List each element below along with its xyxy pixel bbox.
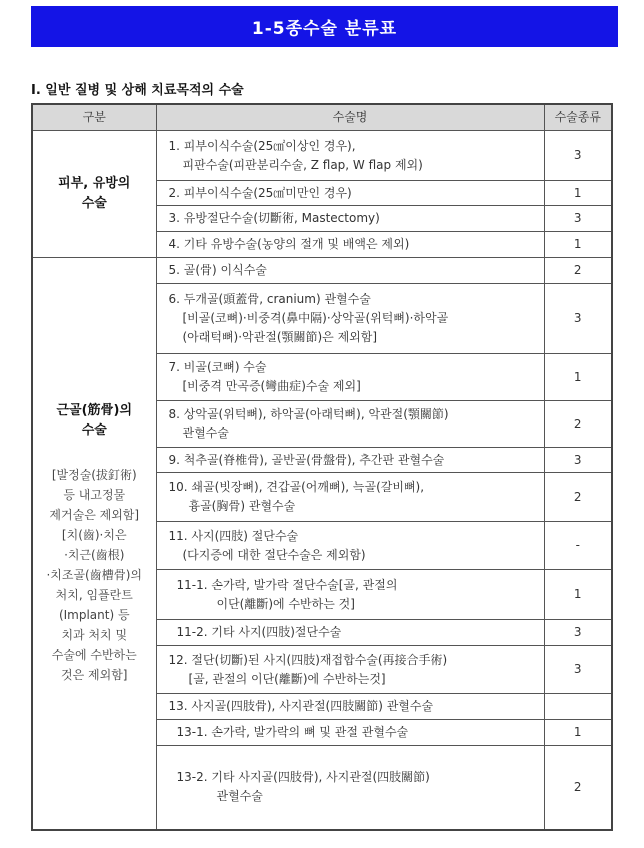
surgery-type: 1 (544, 232, 612, 258)
surgery-type: 1 (544, 720, 612, 746)
surgery-name: 11. 사지(四肢) 절단수술 (다지증에 대한 절단수술은 제외함) (156, 522, 544, 570)
surgery-type: 2 (544, 473, 612, 522)
surgery-name: 4. 기타 유방수술(농양의 절개 및 배액은 제외) (156, 232, 544, 258)
surgery-type: 1 (544, 354, 612, 401)
surgery-name: 3. 유방절단수술(切斷術, Mastectomy) (156, 206, 544, 232)
surgery-type: 3 (544, 448, 612, 473)
table-row (32, 131, 612, 181)
category-note: [발정술(拔釘術) 등 내고정물 제거술은 제외함] [치(齒)·치은 ·치근(齒根) ·치조골(齒槽骨)의 처치, 임플란트 (Implant) 등 치과 처치 및 수술에 수반하는 것은 제외함] (46, 468, 143, 683)
surgery-name: 13-2. 기타 사지골(四肢骨), 사지관절(四肢關節) 관혈수술 (156, 746, 544, 830)
header-surgery-type: 수술종류 (544, 104, 612, 131)
surgery-type: 3 (544, 131, 612, 181)
surgery-name: 5. 골(骨) 이식수술 (156, 258, 544, 284)
surgery-name: 7. 비골(코뼈) 수술 [비중격 만곡증(彎曲症)수술 제외] (156, 354, 544, 401)
header-category: 구분 (32, 104, 156, 131)
header-surgery-name: 수술명 (156, 104, 544, 131)
surgery-name: 12. 절단(切斷)된 사지(四肢)재접합수술(再接合手術) [골, 관절의 이단(離斷)에 수반하는것] (156, 646, 544, 694)
section-heading: Ⅰ. 일반 질병 및 상해 치료목적의 수술 (31, 83, 244, 98)
surgery-name: 11-1. 손가락, 발가락 절단수술[골, 관절의 이단(離斷)에 수반하는 것] (156, 570, 544, 620)
category-title: 피부, 유방의 수술 (58, 176, 131, 211)
header-row (32, 104, 612, 131)
surgery-name: 10. 쇄골(빗장뼈), 견갑골(어깨뼈), 늑골(갈비뼈), 흉골(胸骨) 관혈수술 (156, 473, 544, 522)
surgery-type: 2 (544, 258, 612, 284)
surgery-name: 6. 두개골(頭蓋骨, cranium) 관혈수술 [비골(코뼈)·비중격(鼻中隔)·상악골(위턱뼈)·하악골 (아래턱뼈)·악관절(顎關節)은 제외함] (156, 284, 544, 354)
surgery-name: 11-2. 기타 사지(四肢)절단수술 (156, 620, 544, 646)
surgery-name: 1. 피부이식수술(25㎠이상인 경우), 피판수술(피판분리수술, Z flap, W flap 제외) (156, 131, 544, 181)
category-cell (32, 258, 156, 830)
surgery-classification-table (31, 103, 613, 831)
surgery-name: 9. 척추골(脊椎骨), 골반골(骨盤骨), 추간판 관혈수술 (156, 448, 544, 473)
surgery-type: 3 (544, 206, 612, 232)
surgery-name: 2. 피부이식수술(25㎠미만인 경우) (156, 181, 544, 206)
surgery-type (544, 694, 612, 720)
surgery-type: 3 (544, 620, 612, 646)
surgery-type: - (544, 522, 612, 570)
surgery-name: 13-1. 손가락, 발가락의 뼈 및 관절 관혈수술 (156, 720, 544, 746)
category-title: 근골(筋骨)의 수술 (56, 403, 133, 439)
surgery-type: 2 (544, 746, 612, 830)
surgery-type: 1 (544, 570, 612, 620)
surgery-type: 2 (544, 401, 612, 448)
surgery-type: 3 (544, 646, 612, 694)
surgery-name: 13. 사지골(四肢骨), 사지관절(四肢關節) 관혈수술 (156, 694, 544, 720)
table-row (32, 258, 612, 284)
surgery-type: 3 (544, 284, 612, 354)
category-cell (32, 131, 156, 258)
page-title: 1-5종수술 분류표 (31, 6, 618, 47)
surgery-type: 1 (544, 181, 612, 206)
surgery-name: 8. 상악골(위턱뼈), 하악골(아래턱뼈), 악관절(顎關節) 관혈수술 (156, 401, 544, 448)
